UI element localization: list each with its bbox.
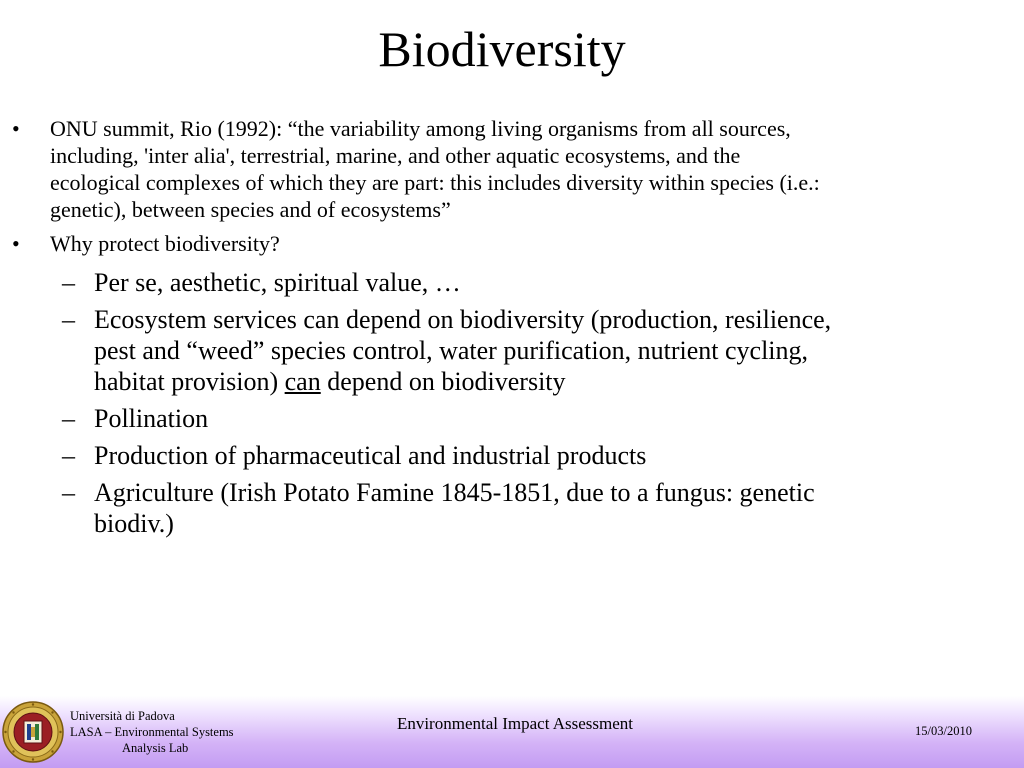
course-title: Environmental Impact Assessment	[396, 714, 634, 733]
dash-marker: –	[62, 404, 75, 433]
subbullet-text-end: depend on biodiversity	[320, 367, 566, 396]
subbullet-pollination	[0, 403, 864, 434]
bullet-marker: •	[12, 116, 20, 141]
subbullet-text: Pollination	[94, 404, 209, 433]
slide-title: Biodiversity	[378, 21, 626, 77]
subbullet-text: Per se, aesthetic, spiritual value, …	[94, 268, 461, 297]
dash-marker: –	[62, 268, 75, 297]
subbullet-text-start: Ecosystem services can depend on biodiversity (production, resilience, pest and “weed” species control, water purification, nutrient cycling, habitat provision)	[94, 305, 832, 396]
subbullet-production	[0, 440, 864, 471]
slide-footer	[0, 696, 1024, 768]
bullet-marker: •	[12, 231, 20, 256]
subbullet-text: Production of pharmaceutical and industrial products	[94, 441, 647, 470]
slide-date: 15/03/2010	[915, 724, 972, 738]
institution-line: Università di Padova	[70, 709, 175, 723]
underlined-word: can	[284, 367, 321, 396]
slide-content	[0, 115, 1024, 545]
bullet-why-protect	[0, 230, 830, 257]
institution-line: LASA – Environmental Systems	[70, 725, 234, 739]
subbullet-text: Agriculture (Irish Potato Famine 1845-1851, due to a fungus: genetic biodiv.)	[94, 478, 815, 538]
bullet-rio-definition	[0, 115, 830, 223]
subbullet-per-se	[0, 267, 864, 298]
subbullet-ecosystem-services	[0, 304, 864, 397]
bullet-text: Why protect biodiversity?	[50, 231, 280, 256]
dash-marker: –	[62, 478, 75, 507]
bullet-text: ONU summit, Rio (1992): “the variability among living organisms from all sources, including, 'inter alia', terrestrial, marine, and other aquatic ecosystems, and the ecological complexes of which they are part: this includes diversity within species (i.e.: genetic), between species and of ecosystems”	[50, 116, 820, 222]
subbullet-agriculture	[0, 477, 864, 539]
institution-line: Analysis Lab	[122, 741, 189, 755]
dash-marker: –	[62, 441, 75, 470]
dash-marker: –	[62, 305, 75, 334]
